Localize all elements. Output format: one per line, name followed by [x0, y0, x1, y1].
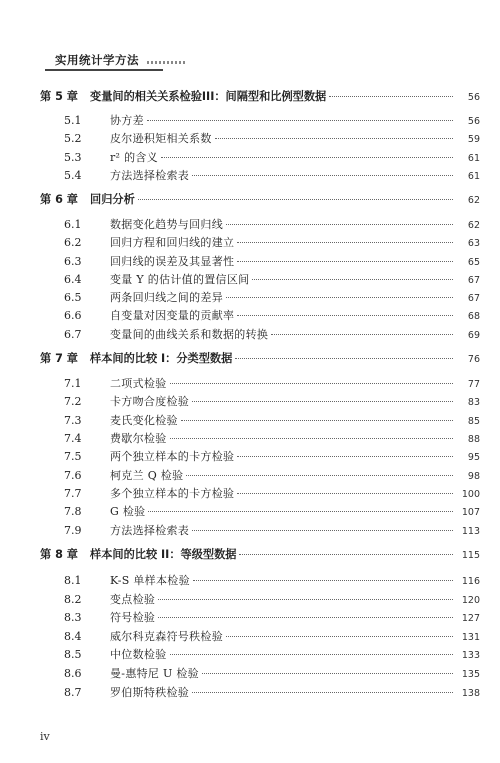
toc-entry-number: 6.4: [64, 273, 82, 286]
toc-entry-page: 77: [467, 379, 480, 390]
toc-entry-title: r² 的含义: [110, 151, 158, 164]
toc-section-entry: [40, 326, 480, 344]
dot-leader: [237, 241, 453, 243]
dot-leader: [192, 691, 453, 693]
dot-leader: [226, 223, 453, 225]
toc-entry-title: 自变量对因变量的贡献率: [110, 309, 235, 322]
dot-leader: [202, 672, 453, 674]
toc-section-entry: [40, 271, 480, 289]
toc-entry-page: 127: [461, 613, 480, 624]
dot-leader: [192, 174, 453, 176]
dot-leader: [170, 382, 454, 384]
dot-leader: [192, 400, 453, 402]
dot-leader: [237, 260, 453, 262]
toc-entry-number: 7.1: [64, 377, 82, 390]
toc-section-entry: [40, 307, 480, 325]
toc-entry-page: 61: [467, 153, 480, 164]
toc-entry-page: 59: [467, 134, 480, 145]
toc-section-entry: [40, 628, 480, 646]
toc-section-entry: [40, 130, 480, 148]
running-header: [45, 52, 165, 68]
dot-leader: [237, 314, 453, 316]
toc-entry-page: 100: [461, 489, 480, 500]
toc-entry-page: 62: [467, 195, 480, 206]
toc-entry-page: 83: [467, 397, 480, 408]
toc-entry-page: 116: [461, 576, 480, 587]
toc-entry-title: 变量 Y 的估计值的置信区间: [110, 273, 250, 286]
dot-leader: [138, 198, 453, 200]
toc-section-entry: [40, 375, 480, 393]
toc-entry-page: 135: [461, 669, 480, 680]
toc-entry-page: 56: [467, 92, 480, 103]
toc-entry-number: 5.4: [64, 169, 82, 182]
toc-entry-page: 56: [467, 116, 480, 127]
dot-leader: [252, 278, 453, 280]
toc-entry-number: 8.3: [64, 611, 82, 624]
toc-entry-page: 131: [461, 632, 480, 643]
toc-entry-page: 76: [467, 354, 480, 365]
toc-entry-page: 120: [461, 595, 480, 606]
toc-entry-page: 65: [467, 257, 480, 268]
toc-entry-page: 98: [467, 471, 480, 482]
toc-entry-number: 6.5: [64, 291, 82, 304]
header-decoration: [147, 61, 187, 64]
toc-entry-number: 6.3: [64, 255, 82, 268]
dot-leader: [226, 635, 453, 637]
toc-entry-title: 方法选择检索表: [110, 169, 190, 182]
toc-entry-number: 8.2: [64, 593, 82, 606]
toc-entry-title: 数据变化趋势与回归线: [110, 218, 223, 231]
dot-leader: [235, 357, 453, 359]
dot-leader: [237, 455, 453, 457]
toc-entry-title: 方法选择检索表: [110, 524, 190, 537]
toc-entry-title: 柯克兰 Q 检验: [110, 469, 184, 482]
dot-leader: [239, 553, 453, 555]
toc-entry-number: 第 5 章: [40, 90, 78, 103]
toc-entry-title: 变点检验: [110, 593, 156, 606]
dot-leader: [158, 598, 453, 600]
toc-section-entry: [40, 448, 480, 466]
toc-entry-number: 7.3: [64, 414, 82, 427]
toc-entry-number: 8.6: [64, 667, 82, 680]
toc-entry-number: 7.4: [64, 432, 82, 445]
toc-section-entry: [40, 572, 480, 590]
toc-entry-page: 61: [467, 171, 480, 182]
toc-entry-page: 88: [467, 434, 480, 445]
toc-entry-number: 7.5: [64, 450, 82, 463]
toc-entry-page: 63: [467, 238, 480, 249]
toc-entry-page: 95: [467, 452, 480, 463]
toc-entry-title: 麦氏变化检验: [110, 414, 178, 427]
toc-section-entry: [40, 684, 480, 702]
toc-section-entry: [40, 591, 480, 609]
toc-entry-title: 变量间的相关关系检验III：间隔型和比例型数据: [90, 90, 327, 103]
dot-leader: [181, 419, 453, 421]
toc-section-entry: [40, 216, 480, 234]
toc-section-entry: [40, 503, 480, 521]
toc-entry-number: 8.5: [64, 648, 82, 661]
toc-chapter-entry: [40, 546, 480, 564]
dot-leader: [226, 296, 453, 298]
toc-section-entry: [40, 234, 480, 252]
toc-section-entry: [40, 646, 480, 664]
dot-leader: [170, 653, 454, 655]
toc-entry-number: 8.1: [64, 574, 82, 587]
toc-entry-number: 6.2: [64, 236, 82, 249]
toc-entry-number: 6.7: [64, 328, 82, 341]
toc-entry-page: 138: [461, 688, 480, 699]
dot-leader: [215, 137, 453, 139]
toc-entry-page: 69: [467, 330, 480, 341]
toc-chapter-entry: [40, 350, 480, 368]
toc-section-entry: [40, 609, 480, 627]
toc-section-entry: [40, 393, 480, 411]
toc-entry-title: 两条回归线之间的差异: [110, 291, 223, 304]
toc-entry-title: G 检验: [110, 505, 146, 518]
header-rule: [45, 69, 163, 71]
dot-leader: [147, 119, 453, 121]
toc-entry-page: 85: [467, 416, 480, 427]
toc-entry-number: 8.7: [64, 686, 82, 699]
toc-entry-number: 7.7: [64, 487, 82, 500]
toc-chapter-entry: [40, 88, 480, 106]
toc-entry-title: 费歇尔检验: [110, 432, 167, 445]
toc-section-entry: [40, 289, 480, 307]
toc-entry-number: 5.1: [64, 114, 82, 127]
dot-leader: [148, 510, 453, 512]
toc-section-entry: [40, 412, 480, 430]
toc-entry-page: 68: [467, 311, 480, 322]
toc-entry-number: 第 6 章: [40, 193, 78, 206]
toc-entry-number: 7.2: [64, 395, 82, 408]
toc-entry-number: 6.1: [64, 218, 82, 231]
toc-entry-page: 115: [461, 550, 480, 561]
toc-section-entry: [40, 467, 480, 485]
toc-entry-title: 样本间的比较 II：等级型数据: [90, 548, 237, 561]
toc-entry-title: 回归线的误差及其显著性: [110, 255, 235, 268]
toc-entry-page: 107: [461, 507, 480, 518]
dot-leader: [271, 333, 453, 335]
dot-leader: [170, 437, 454, 439]
toc-section-entry: [40, 112, 480, 130]
toc-entry-title: 威尔科克森符号秩检验: [110, 630, 223, 643]
toc-entry-title: 回归方程和回归线的建立: [110, 236, 235, 249]
toc-entry-title: 两个独立样本的卡方检验: [110, 450, 235, 463]
toc-entry-page: 133: [461, 650, 480, 661]
toc-chapter-entry: [40, 191, 480, 209]
toc-entry-page: 67: [467, 275, 480, 286]
toc-entry-title: 曼-惠特尼 U 检验: [110, 667, 199, 680]
toc-entry-title: 回归分析: [90, 193, 135, 206]
toc-entry-title: 皮尔逊积矩相关系数: [110, 132, 212, 145]
dot-leader: [161, 156, 453, 158]
toc-entry-title: 二项式检验: [110, 377, 167, 390]
toc-entry-number: 6.6: [64, 309, 82, 322]
toc-section-entry: [40, 665, 480, 683]
dot-leader: [329, 95, 453, 97]
toc-entry-number: 7.8: [64, 505, 82, 518]
toc-section-entry: [40, 485, 480, 503]
toc-entry-title: 协方差: [110, 114, 144, 127]
dot-leader: [186, 474, 453, 476]
toc-entry-number: 8.4: [64, 630, 82, 643]
toc-entry-page: 62: [467, 220, 480, 231]
toc-entry-title: 样本间的比较 I：分类型数据: [90, 352, 233, 365]
toc-entry-page: 67: [467, 293, 480, 304]
toc-section-entry: [40, 522, 480, 540]
toc-entry-title: 多个独立样本的卡方检验: [110, 487, 235, 500]
toc-section-entry: [40, 253, 480, 271]
toc-entry-title: 卡方吻合度检验: [110, 395, 190, 408]
dot-leader: [192, 529, 453, 531]
toc-entry-number: 7.6: [64, 469, 82, 482]
toc-entry-number: 第 8 章: [40, 548, 78, 561]
dot-leader: [158, 616, 453, 618]
toc-entry-title: 变量间的曲线关系和数据的转换: [110, 328, 269, 341]
toc-entry-title: K-S 单样本检验: [110, 574, 190, 587]
toc-entry-number: 5.3: [64, 151, 82, 164]
toc-entry-number: 第 7 章: [40, 352, 78, 365]
book-title: 实用统计学方法: [55, 53, 139, 67]
dot-leader: [237, 492, 453, 494]
toc-section-entry: [40, 167, 480, 185]
toc-entry-title: 中位数检验: [110, 648, 167, 661]
toc-entry-page: 113: [461, 526, 480, 537]
dot-leader: [193, 579, 453, 581]
toc-entry-number: 7.9: [64, 524, 82, 537]
toc-section-entry: [40, 149, 480, 167]
toc-entry-title: 罗伯斯特秩检验: [110, 686, 190, 699]
toc-section-entry: [40, 430, 480, 448]
toc-entry-title: 符号检验: [110, 611, 156, 624]
page-number: iv: [40, 730, 50, 743]
toc-entry-number: 5.2: [64, 132, 82, 145]
